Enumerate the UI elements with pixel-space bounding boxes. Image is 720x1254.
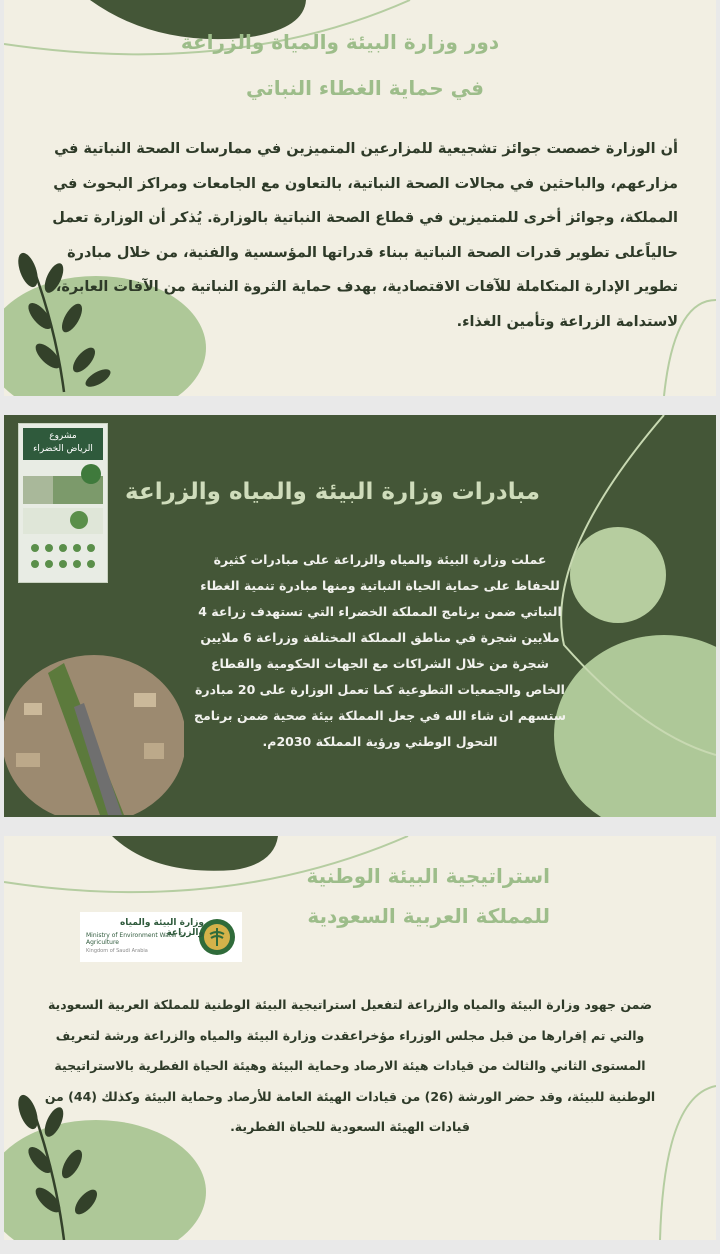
logo-english-name: Ministry of Environment Water & Agriculture — [86, 932, 184, 946]
riyadh-aerial-photo — [4, 643, 184, 815]
slide-initiatives — [4, 415, 716, 817]
riyadh-green-poster — [18, 423, 108, 583]
slide1-title-line1: دور وزارة البيئة والمياة والزراعة — [180, 30, 500, 54]
slide3-paragraph: ضمن جهود وزارة البيئة والمياه والزراعة لتفعيل استراتيجية البيئة الوطنية للمملكة العربية السعودية والتي تم إقرارها من قبل مجلس الوزراء مؤخراعقدت وزارة البيئة والمياه والزراعة ورشة لتعريف المستوى الثاني والثالث من قيادات هيئة الارصاد وحماية البيئة وهيئة الحياة الفطرية بالاستراتيجية الوطنية للبيئة، وقد حضر الورشة (26) من قيادات الهيئة العامة للأرصاد وحماية البيئة وكذلك (44) من قيادات الهيئة السعودية للحياة الفطرية. — [44, 997, 656, 1134]
slide-national-strategy — [4, 836, 716, 1240]
logo-arabic-name: وزارة البيئة والمياه والزراعة — [119, 918, 204, 938]
slide3-title-line2: للمملكة العربية السعودية — [307, 904, 550, 928]
poster-graphics — [19, 424, 107, 582]
slide1-title-line2: في حماية الغطاء النباتي — [245, 76, 484, 100]
ministry-logo — [80, 912, 242, 962]
slide1-paragraph: أن الوزارة خصصت جوائز تشجيعية للمزارعين المتميزين في ممارسات الصحة النباتية في مزارعهم، والباحثين في مجالات الصحة النباتية، بالتعاون مع الجامعات ومراكز البحوث في المملكة، وجوائز أخرى للمتميزين في قطاع الصحة النباتية بالوزارة. يُذكر أن الوزارة تعمل حالياًعلى تطوير قدرات الصحة النباتية ببناء قدراتها المؤسسية والفنية، من خلال مبادرة تطوير الإدارة المتكاملة للآفات الاقتصادية، بهدف حماية الثروة النباتية من الآفات العابرة، لاستدامة الزراعة وتأمين الغذاء. — [52, 141, 678, 330]
slide2-title: مبادرات وزارة البيئة والمياه والزراعة — [125, 479, 540, 505]
slide2-paragraph: عملت وزارة البيئة والمياه والزراعة على مبادرات كثيرة للحفاظ على حماية الحياة النباتية ومنها مبادرة تنمية الغطاء النباتي ضمن برنامج المملكة الخضراء التي تستهدف زراعة 4 ملايين شجرة في مناطق المملكة المختلفة وزراعة 6 ملايين شجرة من خلال الشراكات مع الجهات الحكومية والقطاع الخاص والجمعيات التطوعية كما تعمل الوزارة على 20 مبادرة ستسهم ان شاء الله في جعل المملكة بيئة صحية ضمن برنامج التحول الوطني ورؤية المملكة 2030م. — [194, 552, 566, 749]
poster-title-line1: مشروع — [49, 431, 77, 441]
logo-kingdom-name: Kingdom of Saudi Arabia — [86, 948, 148, 954]
poster-title-line2: الرياض الخضراء — [33, 444, 93, 454]
slide-plant-protection — [4, 0, 716, 396]
slide3-title-line1: استراتيجية البيئة الوطنية — [306, 864, 550, 888]
